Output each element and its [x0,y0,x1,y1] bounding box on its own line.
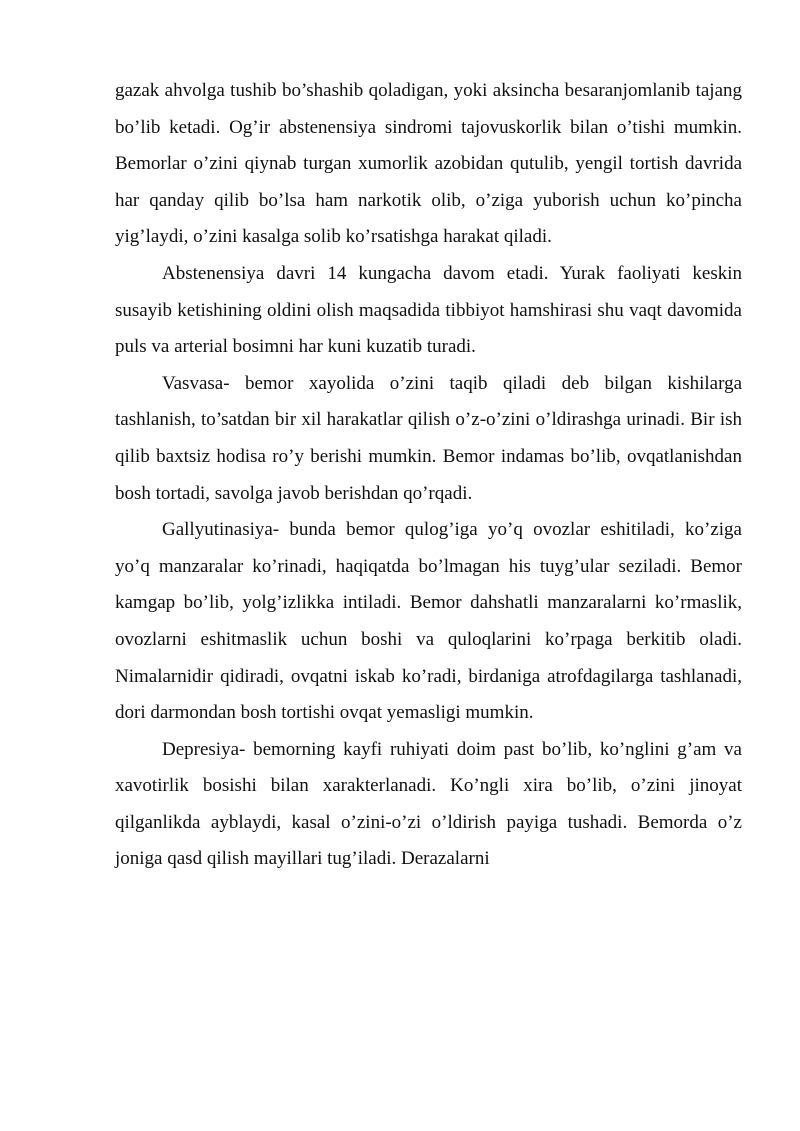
body-text [115,73,742,878]
paragraph-abstenensiya: Abstenensiya davri 14 kungacha davom etadi. Yurak faoliyati keskin susayib ketishining oldini olish maqsadida tibbiyot hamshirasi shu vaqt davomida puls va arterial bosimni har kuni kuzatib turadi. [115,262,742,358]
paragraph-vasvasa: Vasvasa- bemor xayolida o’zini taqib qiladi deb bilgan kishilarga tashlanish, to’satdan bir xil harakatlar qilish o’z-o’zini o’ldirashga urinadi. Bir ish qilib baxtsiz hodisa ro’y berishi mumkin. Bemor indamas bo’lib, ovqatlanishdan bosh tortadi, savolga javob berishdan qo’rqadi. [115,372,742,504]
paragraph-depresiya: Depresiya- bemorning kayfi ruhiyati doim past bo’lib, ko’nglini g’am va xavotirlik bosishi bilan xarakterlanadi. Ko’ngli xira bo’lib, o’zini jinoyat qilganlikda ayblaydi, kasal o’zini-o’zi o’ldirish payiga tushadi. Bemorda o’z joniga qasd qilish mayillari tug’iladi. Derazalarni [115,738,742,870]
paragraph-gallyutinasiya: Gallyutinasiya- bunda bemor qulog’iga yo’q ovozlar eshitiladi, ko’ziga yo’q manzaralar ko’rinadi, haqiqatda bo’lmagan his tuyg’ular seziladi. Bemor kamgap bo’lib, yolg’izlikka intiladi. Bemor dahshatli manzaralarni ko’rmaslik, ovozlarni eshitmaslik uchun boshi va quloqlarini ko’rpaga berkitib oladi. Nimalarnidir qidiradi, ovqatni iskab ko’radi, birdaniga atrofdagilarga tashlanadi, dori darmondan bosh tortishi ovqat yemasligi mumkin. [115,519,742,724]
paragraph-continuation: gazak ahvolga tushib bo’shashib qoladigan, yoki aksincha besaranjomlanib tajang bo’lib ketadi. Og’ir abstenensiya sindromi tajovuskorlik bilan o’tishi mumkin. Bemorlar o’zini qiynab turgan xumorlik azobidan qutulib, yengil tortish davrida har qanday qilib bo’lsa ham narkotik olib, o’ziga yuborish uchun ko’pincha yig’laydi, o’zini kasalga solib ko’rsatishga harakat qiladi. [115,80,742,248]
